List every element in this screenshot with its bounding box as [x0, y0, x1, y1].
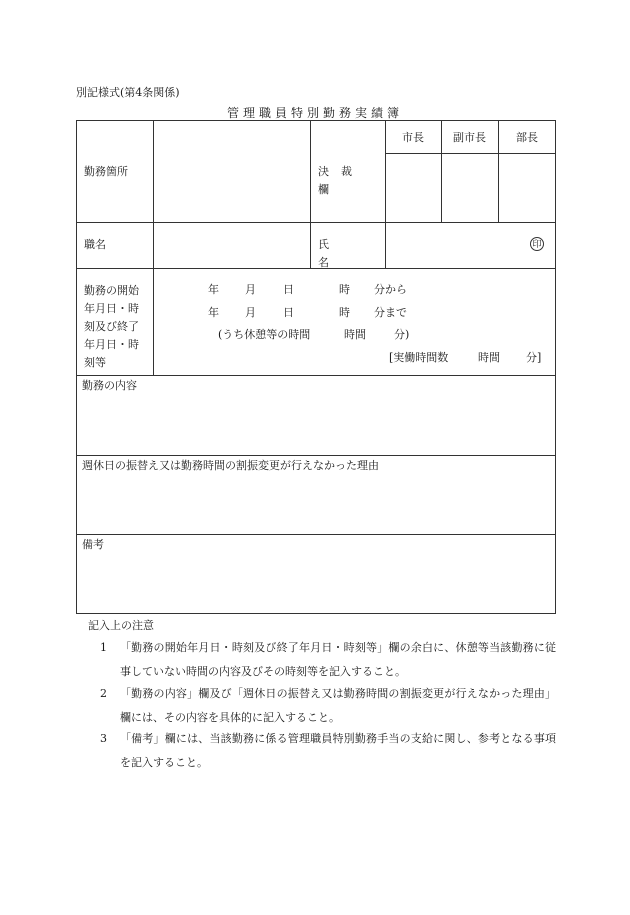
approver-mayor: 市長: [402, 131, 424, 144]
table-rule: [76, 455, 556, 456]
seal-icon: 印: [530, 237, 544, 251]
note-number: 2: [100, 687, 107, 700]
table-rule: [385, 153, 556, 154]
start-month-unit: 月: [245, 283, 256, 296]
rest-time-hour-unit: 時間: [344, 328, 366, 341]
note-text: 「勤務の開始年月日・時刻及び終了年月日・時刻等」欄の余白に、休憩等当該勤務に従事していない時間の内容及びその時刻等を記入すること。: [120, 641, 556, 678]
position-field[interactable]: [156, 225, 308, 266]
table-rule: [76, 222, 556, 223]
note-text: 「勤務の内容」欄及び「週休日の振替え又は勤務時間の割振変更が行えなかった理由」欄には、その内容を具体的に記入すること。: [120, 687, 556, 724]
end-month-unit: 月: [245, 306, 256, 319]
note-number: 3: [100, 732, 107, 745]
remarks-label: 備考: [82, 538, 104, 551]
note-text: 「備考」欄には、当該勤務に係る管理職員特別勤務手当の支給に関し、参考となる事項を記入すること。: [120, 732, 556, 769]
actual-time-hour-unit: 時間: [478, 351, 500, 364]
position-label: 職名: [84, 238, 106, 251]
duty-content-field[interactable]: [78, 395, 554, 453]
note-number: 1: [100, 641, 107, 654]
start-day-unit: 日: [283, 283, 294, 296]
table-rule: [76, 534, 556, 535]
work-location-label: 勤務箇所: [84, 165, 128, 178]
remarks-field[interactable]: [78, 554, 554, 612]
start-hour-unit: 時: [339, 283, 350, 296]
approval-box-mayor[interactable]: [387, 156, 439, 220]
table-rule: [310, 120, 311, 268]
end-day-unit: 日: [283, 306, 294, 319]
actual-time-open: [実働時間数: [389, 351, 449, 364]
actual-time-minute-unit: 分]: [526, 351, 542, 364]
reason-field[interactable]: [78, 475, 554, 532]
work-location-field[interactable]: [156, 122, 308, 220]
table-rule: [76, 268, 556, 269]
duty-content-label: 勤務の内容: [82, 379, 137, 392]
start-minute-unit: 分から: [374, 283, 407, 296]
form-title: 管理職員特別勤務実績簿: [226, 106, 403, 120]
form-number: 別記様式(第4条関係): [76, 86, 180, 99]
approver-deputy-mayor: 副市長: [453, 131, 486, 144]
start-year-unit: 年: [208, 283, 219, 296]
approval-box-director[interactable]: [500, 156, 554, 220]
name-field[interactable]: [388, 225, 528, 266]
end-hour-unit: 時: [339, 306, 350, 319]
approval-label: 決裁欄: [318, 165, 364, 196]
approval-box-deputy-mayor[interactable]: [443, 156, 496, 220]
period-label: 勤務の開始 年月日・時 刻及び終了 年月日・時 刻等: [84, 284, 139, 369]
table-rule: [76, 375, 556, 376]
end-year-unit: 年: [208, 306, 219, 319]
end-minute-unit: 分まで: [374, 306, 407, 319]
approver-director: 部長: [516, 131, 538, 144]
table-rule: [153, 120, 154, 375]
rest-time-open: (うち休憩等の時間: [218, 328, 311, 341]
rest-time-minute-unit: 分): [394, 328, 410, 341]
name-label: 氏名: [318, 238, 363, 269]
reason-label: 週休日の振替え又は勤務時間の割振変更が行えなかった理由: [82, 459, 379, 472]
notes-heading: 記入上の注意: [88, 619, 154, 632]
